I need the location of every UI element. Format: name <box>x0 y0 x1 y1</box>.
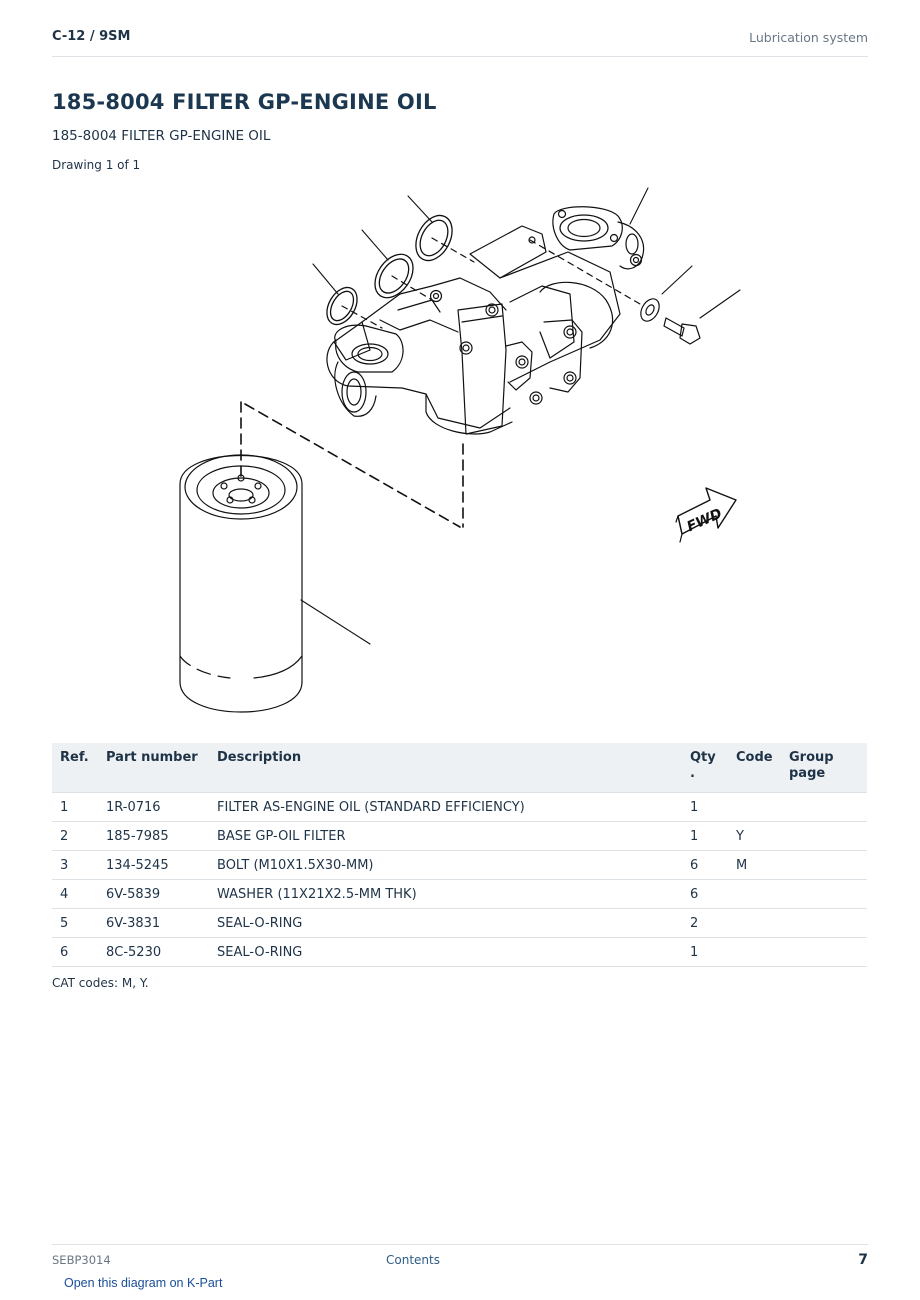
cell-part-number: 134-5245 <box>98 851 209 880</box>
qty-header-line1: Qty <box>690 750 716 765</box>
oil-filter-canister <box>180 455 302 712</box>
cell-qty: 1 <box>682 793 728 822</box>
page-title: 185-8004 FILTER GP-ENGINE OIL <box>52 90 437 114</box>
bolt-part <box>664 318 700 344</box>
page-subtitle: 185-8004 FILTER GP-ENGINE OIL <box>52 128 271 144</box>
cell-ref: 3 <box>52 851 98 880</box>
cell-ref: 4 <box>52 880 98 909</box>
col-header-qty <box>682 743 728 793</box>
open-kpart-link[interactable]: Open this diagram on K-Part <box>64 1276 223 1290</box>
cell-qty: 2 <box>682 909 728 938</box>
cell-group-page <box>781 851 867 880</box>
cell-part-number: 185-7985 <box>98 822 209 851</box>
cell-code <box>728 793 781 822</box>
cell-part-number: 6V-5839 <box>98 880 209 909</box>
cell-ref: 1 <box>52 793 98 822</box>
fwd-arrow-icon <box>676 488 736 542</box>
cell-description: WASHER (11X21X2.5-MM THK) <box>209 880 682 909</box>
contents-link[interactable]: Contents <box>386 1253 440 1267</box>
cell-group-page <box>781 880 867 909</box>
alignment-dashes <box>241 402 463 527</box>
cell-code <box>728 909 781 938</box>
cell-qty: 6 <box>682 851 728 880</box>
leader-lines <box>301 188 740 644</box>
table-row <box>52 938 867 967</box>
col-header-group-page <box>781 743 867 793</box>
col-header-ref: Ref. <box>52 743 98 793</box>
cell-ref: 5 <box>52 909 98 938</box>
washer-part <box>637 296 663 325</box>
section-label: Lubrication system <box>749 30 868 45</box>
cell-description: SEAL-O-RING <box>209 938 682 967</box>
cell-part-number: 8C-5230 <box>98 938 209 967</box>
cell-description: BASE GP-OIL FILTER <box>209 822 682 851</box>
cell-group-page <box>781 822 867 851</box>
table-row <box>52 909 867 938</box>
page-footer <box>52 1244 868 1275</box>
parts-diagram <box>170 182 750 722</box>
group-header-line1: Group <box>789 750 834 765</box>
cell-code <box>728 880 781 909</box>
cell-description: BOLT (M10X1.5X30-MM) <box>209 851 682 880</box>
table-row <box>52 880 867 909</box>
cell-description: FILTER AS-ENGINE OIL (STANDARD EFFICIENCY) <box>209 793 682 822</box>
col-header-part-number: Part number <box>98 743 209 793</box>
cell-ref: 2 <box>52 822 98 851</box>
group-header-line2: page <box>789 766 826 781</box>
table-header-row <box>52 743 867 793</box>
cell-part-number: 6V-3831 <box>98 909 209 938</box>
col-header-description: Description <box>209 743 682 793</box>
cat-codes-note: CAT codes: M, Y. <box>52 976 149 990</box>
cell-qty: 1 <box>682 822 728 851</box>
page-number: 7 <box>858 1252 868 1268</box>
cell-description: SEAL-O-RING <box>209 909 682 938</box>
cell-group-page <box>781 909 867 938</box>
fwd-label: FWD <box>684 505 725 536</box>
left-flange <box>335 325 403 372</box>
table-row <box>52 851 867 880</box>
cell-group-page <box>781 793 867 822</box>
col-header-code: Code <box>728 743 781 793</box>
page-header <box>52 28 868 57</box>
cell-qty: 6 <box>682 880 728 909</box>
o-ring-seals <box>321 209 460 330</box>
drawing-count-label: Drawing 1 of 1 <box>52 158 141 172</box>
table-row <box>52 822 867 851</box>
cell-code <box>728 938 781 967</box>
parts-table <box>52 743 867 967</box>
cell-ref: 6 <box>52 938 98 967</box>
document-number: SEBP3014 <box>52 1253 111 1267</box>
model-label: C-12 / 9SM <box>52 29 131 44</box>
qty-header-line2: . <box>690 766 695 781</box>
cell-qty: 1 <box>682 938 728 967</box>
table-row <box>52 793 867 822</box>
cell-code: M <box>728 851 781 880</box>
cell-part-number: 1R-0716 <box>98 793 209 822</box>
housing-bolts <box>431 237 642 404</box>
seal-dashes <box>342 238 640 328</box>
cell-group-page <box>781 938 867 967</box>
cell-code: Y <box>728 822 781 851</box>
